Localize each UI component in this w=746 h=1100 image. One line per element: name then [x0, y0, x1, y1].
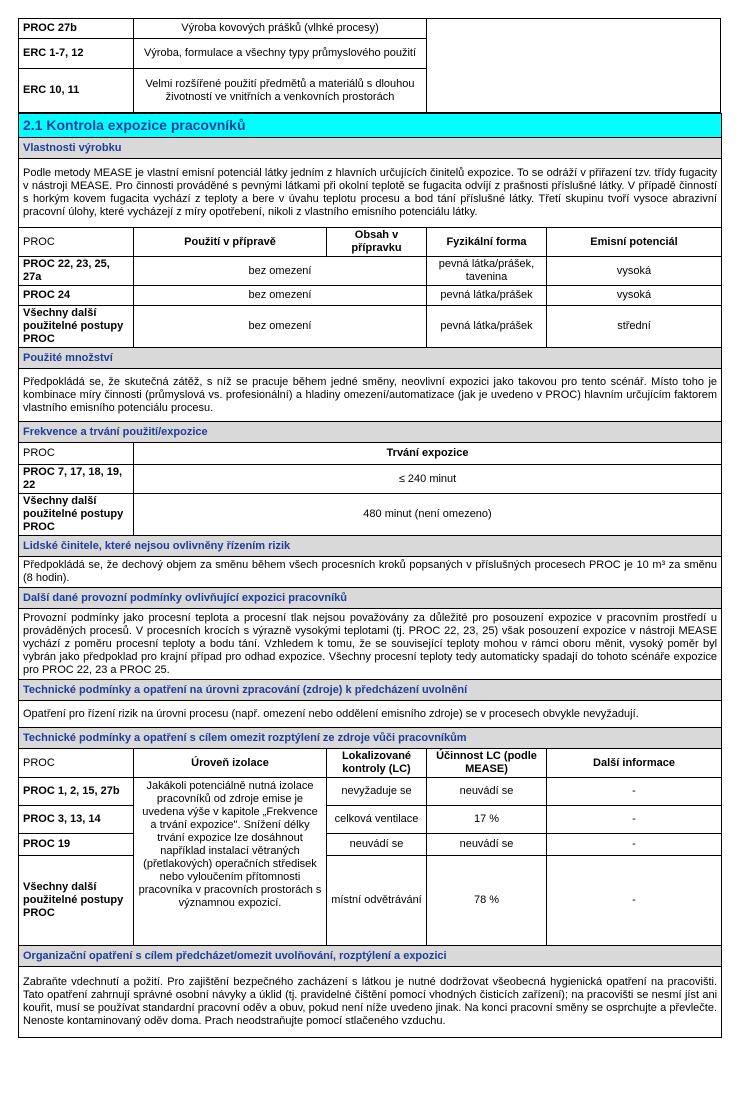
col-header: Účinnost LC (podle MEASE) — [427, 749, 547, 778]
table-row: PROC 3, 13, 14 celková ventilace 17 % - — [19, 806, 722, 834]
table-row: PROC 19 neuvádí se neuvádí se - — [19, 834, 722, 856]
col-header: Emisní potenciál — [547, 228, 722, 257]
heading-frekvence: Frekvence a trvání použití/expozice — [19, 422, 722, 443]
table-row: Všechny další použitelné postupy PROC 480 minut (není omezeno) — [19, 494, 722, 536]
table-row: Všechny další použitelné postupy PROC bez omezení pevná látka/prášek střední — [19, 306, 722, 348]
mnozstvi-text: Předpokládá se, že skutečná zátěž, s níž se pracuje během jedné směny, neovlivní expozici jako takovou pro tento scénář. Místo toho je kombinace míry činnosti (průmyslová vs. profesionální) a hladiny omezení/automatizace (jak je uvedeno v PROC) hlavním určujícím faktorem vlastního emisního potenciálu procesu. — [19, 369, 722, 422]
table-row: PROC 7, 17, 18, 19, 22 ≤ 240 minut — [19, 465, 722, 494]
top-empty-cell — [426, 18, 721, 113]
heading-organizacni: Organizační opatření s cílem předcházet/omezit uvolňování, rozptýlení a expozici — [19, 946, 722, 967]
heading-mnozstvi: Použité množství — [19, 348, 722, 369]
document-page — [18, 18, 721, 1038]
heading-provozni: Další dané provozní podmínky ovlivňující expozici pracovníků — [19, 588, 722, 609]
lidske-text: Předpokládá se, že dechový objem za směnu během všech procesních kroků popsaných v příslušných procesech PROC je 10 m³ za směnu (8 hodin). — [19, 557, 722, 588]
col-header: Lokalizované kontroly (LC) — [327, 749, 427, 778]
top-code: PROC 27b — [19, 19, 134, 39]
section-title: 2.1 Kontrola expozice pracovníků — [19, 114, 722, 138]
col-header: Obsah v přípravku — [327, 228, 427, 257]
col-header: Fyzikální forma — [427, 228, 547, 257]
main-table — [18, 113, 722, 1038]
vlastnosti-text: Podle metody MEASE je vlastní emisní potenciál látky jedním z hlavních určujících činitelů expozice. To se odráží v přiřazení tzv. třídy fugacity v nástroji MEASE. Pro činnosti prováděné s pevnými látkami při okolní teplotě se fugacita odvíjí z prašnosti příslušné látky. V případě činností s horkým kovem fugacita vychází z teploty a bere v úvahu teplotu procesu a bod tání příslušné látky. Třetí skupinu tvoří vysoce abrazivní pracovní úlohy, které vycházejí z míry opotřebení, nikoli z vlastního emisního potenciálu látky. — [19, 159, 722, 228]
table-row: PROC 1, 2, 15, 27b Jakákoli potenciálně nutná izolace pracovníků od zdroje emise je uvedena výše v kapitole „Frekvence a trvání expozice". Snížení délky trvání expozice lze dosáhnout například instalací větraných (přetlakových) operačních středisek nebo vyloučením přítomnosti pracovníka v pracovních prostorách s významnou expozicí. nevyžaduje se neuvádí se - — [19, 778, 722, 806]
top-desc: Velmi rozšířené použití předmětů a materiálů s dlouhou životností ve vnitřních a venkovních prostorách — [134, 69, 427, 113]
technicke1-text: Opatření pro řízení rizik na úrovni procesu (např. omezení nebo oddělení emisního zdroje) se v procesech obvykle nevyžadují. — [19, 701, 722, 728]
top-code: ERC 10, 11 — [19, 69, 134, 113]
organizacni-text: Zabraňte vdechnutí a požití. Pro zajištění bezpečného zacházení s látkou je nutné dodržovat všeobecná hygienická opatření na pracovišti. Tato opatření zahrnují správné osobní návyky a úklid (tj. pravidelné čištění pomocí vhodných čisticích zařízení); na pracovišti se nesmí jíst ani kouřit, musí se používat standardní pracovní oděv a obuv, pokud není níže uvedeno jinak. Na konci pracovní směny se osprchujte a převlečte. Nenoste kontaminovaný oděv doma. Prach neodstraňujte pomocí stlačeného vzduchu. — [19, 967, 722, 1038]
table-row: PROC 22, 23, 25, 27a bez omezení pevná látka/prášek, tavenina vysoká — [19, 257, 722, 286]
table-row: PROC 24 bez omezení pevná látka/prášek vysoká — [19, 286, 722, 306]
heading-technicke1: Technické podmínky a opatření na úrovni zpracování (zdroje) k předcházení uvolnění — [19, 680, 722, 701]
top-code: ERC 1-7, 12 — [19, 39, 134, 69]
heading-technicke2: Technické podmínky a opatření s cílem omezit rozptýlení ze zdroje vůči pracovníkům — [19, 728, 722, 749]
col-header: PROC — [19, 443, 134, 465]
table-row: Všechny další použitelné postupy PROC místní odvětrávání 78 % - — [19, 856, 722, 946]
col-header: Úroveň izolace — [134, 749, 327, 778]
col-header: Použití v přípravě — [134, 228, 327, 257]
top-table — [18, 18, 427, 113]
heading-vlastnosti: Vlastnosti výrobku — [19, 138, 722, 159]
provozni-text: Provozní podmínky jako procesní teplota a procesní tlak nejsou považovány za důležité pro posouzení expozice v pracovním prostředí u prováděných procesů. V procesních krocích s výrazně vysokými teplotami (tj. PROC 22, 23, 25) však posouzení expozice v nástroji MEASE vychází z poměru procesní teploty a bodu tání. Vzhledem k tomu, že se související teploty mohou v rámci oboru měnit, vysoký poměr byl vybrán jako předpoklad pro krajní případ pro odhad expozice. Všechny procesní teploty tedy automaticky spadají do tohoto scénáře expozice pro PROC 22, 23 a PROC 25. — [19, 609, 722, 680]
top-desc: Výroba, formulace a všechny typy průmyslového použití — [134, 39, 427, 69]
col-header: PROC — [19, 749, 134, 778]
izolace-cell: Jakákoli potenciálně nutná izolace pracovníků od zdroje emise je uvedena výše v kapitole „Frekvence a trvání expozice". Snížení délky trvání expozice lze dosáhnout například instalací větraných (přetlakových) operačních středisek nebo vyloučením přítomnosti pracovníka v pracovních prostorách s významnou expozicí. — [134, 778, 327, 946]
col-header: Trvání expozice — [134, 443, 722, 465]
heading-lidske: Lidské činitele, které nejsou ovlivněny řízením rizik — [19, 536, 722, 557]
top-desc: Výroba kovových prášků (vlhké procesy) — [134, 19, 427, 39]
col-header: Další informace — [547, 749, 722, 778]
col-header: PROC — [19, 228, 134, 257]
